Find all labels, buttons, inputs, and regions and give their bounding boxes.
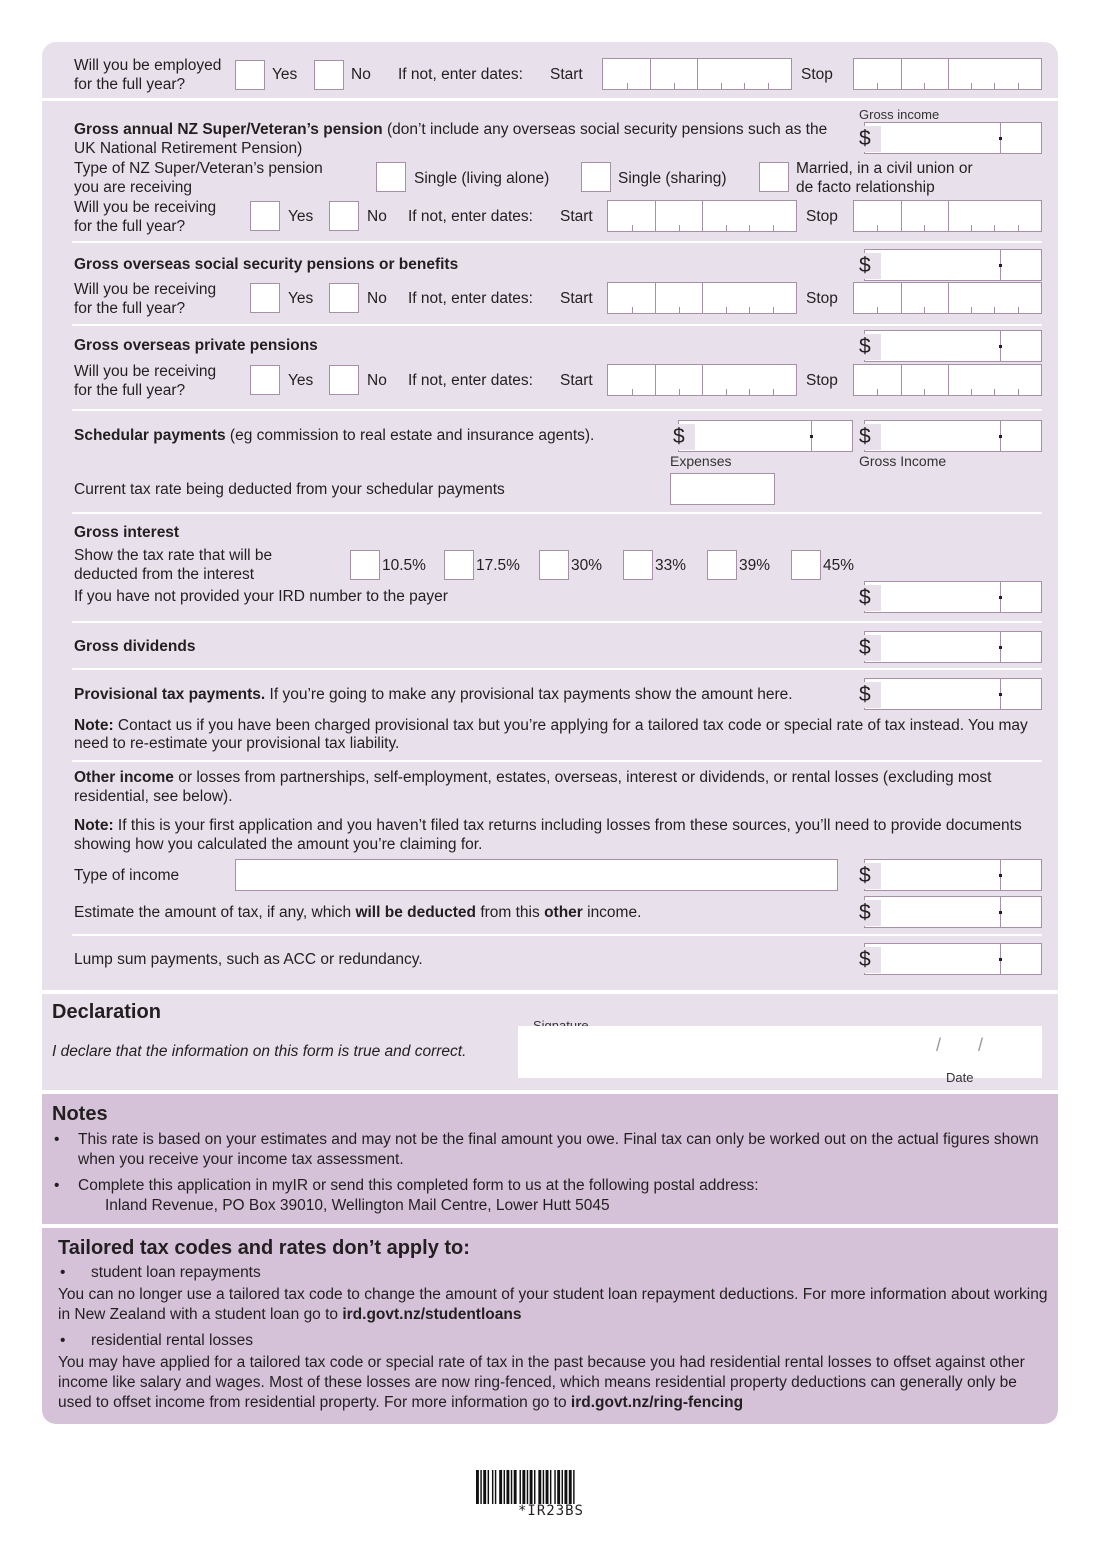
date-tick xyxy=(971,83,972,89)
nz-super-type-l1: Type of NZ Super/Veteran’s pension xyxy=(74,160,323,177)
date-tick xyxy=(1018,389,1019,395)
barcode-bar xyxy=(546,1470,549,1504)
date-tick xyxy=(627,83,628,89)
married-label xyxy=(796,159,973,197)
nz-super-heading xyxy=(74,120,844,158)
divider xyxy=(72,409,1042,411)
overseas-private-yes-label: Yes xyxy=(288,372,314,389)
single-sharing-checkbox[interactable] xyxy=(581,162,611,192)
date-tick xyxy=(948,365,949,395)
nz-super-no-checkbox[interactable] xyxy=(329,201,359,231)
tailored-content xyxy=(58,1263,1048,1413)
barcode-bar xyxy=(527,1470,528,1504)
overseas-private-stop-date-field[interactable] xyxy=(853,364,1042,396)
date-tick xyxy=(971,389,972,395)
dollar-sign: $ xyxy=(859,947,881,973)
overseas-private-yes-checkbox[interactable] xyxy=(250,365,280,395)
notes-item-text: Complete this application in myIR or send this completed form to us at the following postal address: xyxy=(78,1177,759,1194)
divider xyxy=(72,668,1042,670)
provisional-heading xyxy=(74,685,793,704)
date-tick xyxy=(971,225,972,231)
notes-address: Inland Revenue, PO Box 39010, Wellington Mail Centre, Lower Hutt 5045 xyxy=(105,1197,610,1214)
date-tick xyxy=(632,225,633,231)
interest-rate-checkbox[interactable] xyxy=(791,550,821,580)
date-tick xyxy=(655,201,656,231)
dollar-sign: $ xyxy=(859,126,881,152)
single-living-alone-label: Single (living alone) xyxy=(414,170,550,187)
date-slash: / xyxy=(936,1035,942,1055)
date-tick xyxy=(702,365,703,395)
date-tick xyxy=(773,225,774,231)
date-tick xyxy=(749,389,750,395)
barcode-bar xyxy=(520,1470,521,1504)
employed-start-label: Start xyxy=(550,66,583,83)
receiving-l1: Will you be receiving xyxy=(74,281,217,298)
interest-rate-label: 39% xyxy=(739,557,771,574)
divider xyxy=(72,241,1042,243)
provisional-amount-field[interactable] xyxy=(859,678,1042,710)
date-tick xyxy=(877,225,878,231)
estimate-a: Estimate the amount of tax, if any, which xyxy=(74,904,356,921)
date-tick xyxy=(655,283,656,313)
nz-super-amount-field[interactable] xyxy=(859,122,1042,154)
other-income-note-rest: If this is your first application and you haven’t filed tax returns including losses from these sources, you’ll need to provide documents showing how you calculated the amount you’re claiming for. xyxy=(74,817,1022,853)
employed-yes-checkbox[interactable] xyxy=(235,60,265,90)
interest-heading: Gross interest xyxy=(74,524,180,541)
type-of-income-label: Type of income xyxy=(74,867,180,884)
notes-title: Notes xyxy=(52,1103,108,1125)
date-tick xyxy=(726,307,727,313)
dollar-sign: $ xyxy=(859,900,881,926)
date-tick xyxy=(702,283,703,313)
schedular-gross-income-field[interactable] xyxy=(859,420,1042,452)
interest-rate-label: 30% xyxy=(571,557,603,574)
date-tick xyxy=(721,83,722,89)
nz-super-start-date-field[interactable] xyxy=(607,200,797,232)
tailored-item-1-text: student loan repayments xyxy=(91,1264,261,1281)
date-tick xyxy=(924,389,925,395)
divider xyxy=(72,324,1042,326)
date-tick xyxy=(994,389,995,395)
overseas-social-start-label: Start xyxy=(560,290,593,307)
date-tick xyxy=(726,389,727,395)
estimate-e: income. xyxy=(582,904,642,921)
date-tick xyxy=(749,225,750,231)
barcode-bar xyxy=(492,1470,493,1504)
date-tick xyxy=(726,225,727,231)
barcode-bar xyxy=(476,1470,479,1504)
provisional-note xyxy=(74,717,1049,753)
nz-super-stop-label: Stop xyxy=(806,208,838,225)
date-tick xyxy=(994,307,995,313)
notes-item xyxy=(52,1176,1042,1196)
provisional-note-bold: Note: xyxy=(74,717,114,734)
barcode xyxy=(476,1470,626,1504)
tailored-para-2 xyxy=(58,1353,1048,1413)
date-tick xyxy=(877,307,878,313)
dollar-sign: $ xyxy=(859,585,881,611)
interest-rate-label: 33% xyxy=(655,557,687,574)
employed-question xyxy=(74,56,221,94)
date-tick xyxy=(773,389,774,395)
schedular-expenses-label: Expenses xyxy=(670,453,732,469)
barcode-bar xyxy=(538,1470,541,1504)
employed-stop-label: Stop xyxy=(801,66,833,83)
schedular-heading xyxy=(74,426,594,445)
nz-super-yes-checkbox[interactable] xyxy=(250,201,280,231)
interest-show-l2: deducted from the interest xyxy=(74,566,255,583)
barcode-bar xyxy=(488,1470,489,1504)
date-tick xyxy=(679,225,680,231)
schedular-expenses-field[interactable] xyxy=(673,420,853,452)
date-tick xyxy=(697,59,698,89)
barcode-bar xyxy=(550,1470,551,1504)
bullet-glyph: • xyxy=(60,1332,66,1349)
interest-amount-field[interactable] xyxy=(859,581,1042,613)
overseas-social-if-not-label: If not, enter dates: xyxy=(408,290,533,307)
married-label-l2: de facto relationship xyxy=(796,179,935,196)
interest-rate-label: 17.5% xyxy=(476,557,520,574)
nz-super-gross-income-label: Gross income xyxy=(859,107,940,122)
overseas-social-yes-checkbox[interactable] xyxy=(250,283,280,313)
overseas-social-amount-field[interactable] xyxy=(859,249,1042,281)
nz-super-receiving-question xyxy=(74,198,216,236)
type-of-income-field[interactable] xyxy=(235,859,838,891)
date-tick xyxy=(901,59,902,89)
nz-super-no-label: No xyxy=(367,208,387,225)
receiving-l2: for the full year? xyxy=(74,382,186,399)
estimate-b: will be deducted xyxy=(355,904,477,921)
interest-rate-checkbox[interactable] xyxy=(707,550,737,580)
schedular-heading-rest: (eg commission to real estate and insurance agents). xyxy=(225,427,595,444)
married-checkbox[interactable] xyxy=(759,162,789,192)
overseas-social-heading: Gross overseas social security pensions or benefits xyxy=(74,256,459,273)
tailored-para-1-text: You can no longer use a tailored tax code to change the amount of your student loan repayment deductions. For more information about working in New Zealand with a student loan go to xyxy=(58,1286,1048,1323)
estimate-c: from this xyxy=(476,904,545,921)
other-income-heading-bold: Other income xyxy=(74,769,174,786)
nz-super-yes-label: Yes xyxy=(288,208,314,225)
nz-super-type-l2: you are receiving xyxy=(74,179,193,196)
barcode-bar xyxy=(506,1470,509,1504)
date-tick xyxy=(674,83,675,89)
nz-super-type-label xyxy=(74,159,323,197)
date-tick xyxy=(994,225,995,231)
dollar-sign: $ xyxy=(859,635,881,661)
date-tick xyxy=(632,307,633,313)
interest-rate-label: 45% xyxy=(823,557,855,574)
studentloans-link[interactable]: ird.govt.nz/studentloans xyxy=(342,1306,522,1323)
date-tick xyxy=(1018,225,1019,231)
nz-super-heading-bold: Gross annual NZ Super/Veteran’s pension xyxy=(74,121,383,138)
dollar-sign: $ xyxy=(859,682,881,708)
divider xyxy=(72,760,1042,762)
barcode-bar xyxy=(499,1470,502,1504)
overseas-private-stop-label: Stop xyxy=(806,372,838,389)
overseas-social-no-checkbox[interactable] xyxy=(329,283,359,313)
interest-rate-checkbox[interactable] xyxy=(350,550,380,580)
married-label-l1: Married, in a civil union or xyxy=(796,160,973,177)
date-tick xyxy=(948,201,949,231)
tailored-item-2 xyxy=(58,1331,1048,1351)
overseas-social-stop-label: Stop xyxy=(806,290,838,307)
provisional-heading-bold: Provisional tax payments. xyxy=(74,686,266,703)
overseas-social-yes-label: Yes xyxy=(288,290,314,307)
bullet-glyph: • xyxy=(54,1131,60,1148)
barcode-bar xyxy=(573,1470,574,1504)
date-tick xyxy=(1018,83,1019,89)
nz-super-heading-rest: (don’t include any overseas social security pensions such as the UK National Retirement Pension) xyxy=(74,121,828,157)
barcode-text: *IR23BS xyxy=(517,1503,584,1519)
date-tick xyxy=(679,307,680,313)
date-tick xyxy=(1018,307,1019,313)
bullet-glyph: • xyxy=(54,1177,60,1194)
date-slash: / xyxy=(978,1035,984,1055)
bullet-glyph: • xyxy=(60,1264,66,1281)
dollar-sign: $ xyxy=(859,334,881,360)
tailored-para-2-text: You may have applied for a tailored tax code or special rate of tax in the past because you had residential rental losses to offset against other income like salary and wages. Most of these losses are now ring-fenced, which means residential property deductions can generally only be used to offset income from residential property. For more information go to xyxy=(58,1354,1025,1411)
employed-start-date-field[interactable] xyxy=(602,58,792,90)
overseas-private-start-date-field[interactable] xyxy=(607,364,797,396)
date-tick xyxy=(877,389,878,395)
date-tick xyxy=(632,389,633,395)
date-tick xyxy=(749,307,750,313)
nz-super-stop-date-field[interactable] xyxy=(853,200,1042,232)
declaration-statement: I declare that the information on this form is true and correct. xyxy=(52,1043,467,1060)
employed-if-not-label: If not, enter dates: xyxy=(398,66,523,83)
dollar-sign: $ xyxy=(673,424,695,450)
overseas-private-no-label: No xyxy=(367,372,387,389)
lump-sum-amount-field[interactable] xyxy=(859,943,1042,975)
declaration-title: Declaration xyxy=(52,1001,161,1023)
overseas-social-no-label: No xyxy=(367,290,387,307)
barcode-bar xyxy=(495,1470,496,1504)
notes-list xyxy=(52,1130,1042,1216)
other-income-amount-field[interactable] xyxy=(859,859,1042,891)
date-label: Date xyxy=(946,1070,974,1085)
dollar-sign: $ xyxy=(859,863,881,889)
nz-super-start-label: Start xyxy=(560,208,593,225)
date-tick xyxy=(702,201,703,231)
barcode-bar xyxy=(530,1470,533,1504)
interest-rate-label: 10.5% xyxy=(382,557,426,574)
dividends-amount-field[interactable] xyxy=(859,631,1042,663)
divider xyxy=(72,512,1042,514)
date-tick xyxy=(744,83,745,89)
overseas-social-stop-date-field[interactable] xyxy=(853,282,1042,314)
employed-question-l1: Will you be employed xyxy=(74,57,222,74)
date-tick xyxy=(948,59,949,89)
overseas-private-receiving-question xyxy=(74,362,216,400)
date-tick xyxy=(901,365,902,395)
single-living-alone-checkbox[interactable] xyxy=(376,162,406,192)
barcode-bar xyxy=(504,1470,505,1504)
dividends-heading: Gross dividends xyxy=(74,638,196,655)
barcode-bar xyxy=(514,1470,517,1504)
interest-no-ird-label: If you have not provided your IRD number to the payer xyxy=(74,588,448,605)
divider xyxy=(42,98,1058,101)
barcode-bar xyxy=(554,1470,555,1504)
employed-question-l2: for the full year? xyxy=(74,76,186,93)
schedular-tax-rate-label: Current tax rate being deducted from your schedular payments xyxy=(74,481,505,498)
divider xyxy=(72,934,1042,936)
receiving-l2: for the full year? xyxy=(74,300,186,317)
employed-stop-date-field[interactable] xyxy=(853,58,1042,90)
lump-sum-label: Lump sum payments, such as ACC or redundancy. xyxy=(74,951,423,968)
date-tick xyxy=(971,307,972,313)
overseas-private-if-not-label: If not, enter dates: xyxy=(408,372,533,389)
tailored-para-1 xyxy=(58,1285,1048,1325)
date-tick xyxy=(650,59,651,89)
barcode-bar xyxy=(569,1470,572,1504)
date-tick xyxy=(877,83,878,89)
dollar-sign: $ xyxy=(859,253,881,279)
barcode-bar xyxy=(483,1470,486,1504)
schedular-tax-rate-field[interactable] xyxy=(670,473,775,505)
overseas-private-no-checkbox[interactable] xyxy=(329,365,359,395)
schedular-heading-bold: Schedular payments xyxy=(74,427,226,444)
single-sharing-label: Single (sharing) xyxy=(618,170,727,187)
overseas-social-start-date-field[interactable] xyxy=(607,282,797,314)
employed-no-checkbox[interactable] xyxy=(314,60,344,90)
barcode-bar xyxy=(543,1470,544,1504)
barcode-bar xyxy=(534,1470,535,1504)
estimate-tax-amount-field[interactable] xyxy=(859,896,1042,928)
tailored-item-1 xyxy=(58,1263,1048,1283)
barcode-bar xyxy=(562,1470,563,1504)
barcode-bar xyxy=(511,1470,512,1504)
tailored-item-2-text: residential rental losses xyxy=(91,1332,253,1349)
date-tick xyxy=(901,283,902,313)
date-tick xyxy=(924,225,925,231)
other-income-note xyxy=(74,816,1034,854)
barcode-bar xyxy=(557,1470,560,1504)
receiving-l1: Will you be receiving xyxy=(74,199,217,216)
employed-yes-label: Yes xyxy=(272,66,298,83)
date-tick xyxy=(773,307,774,313)
employed-no-label: No xyxy=(351,66,371,83)
receiving-l2: for the full year? xyxy=(74,218,186,235)
barcode-bar xyxy=(522,1470,525,1504)
overseas-private-amount-field[interactable] xyxy=(859,330,1042,362)
overseas-social-receiving-question xyxy=(74,280,216,318)
interest-show-l1: Show the tax rate that will be xyxy=(74,547,273,564)
other-income-heading xyxy=(74,768,1034,806)
estimate-tax-label xyxy=(74,903,641,922)
date-tick xyxy=(994,83,995,89)
provisional-heading-rest: If you’re going to make any provisional tax payments show the amount here. xyxy=(265,686,793,703)
schedular-gross-income-label: Gross Income xyxy=(859,453,947,469)
interest-show-label xyxy=(74,546,272,584)
date-tick xyxy=(901,201,902,231)
receiving-l1: Will you be receiving xyxy=(74,363,217,380)
barcode-bar xyxy=(564,1470,567,1504)
nz-super-if-not-label: If not, enter dates: xyxy=(408,208,533,225)
overseas-private-start-label: Start xyxy=(560,372,593,389)
interest-rate-checkbox[interactable] xyxy=(444,550,474,580)
date-tick xyxy=(655,365,656,395)
tailored-title: Tailored tax codes and rates don’t apply to: xyxy=(58,1237,470,1259)
other-income-note-bold: Note: xyxy=(74,817,114,834)
date-tick xyxy=(679,389,680,395)
dollar-sign: $ xyxy=(859,424,881,450)
date-tick xyxy=(948,283,949,313)
notes-item-text: This rate is based on your estimates and may not be the final amount you owe. Final tax can only be worked out on the actual figures shown when you receive your income tax assessment. xyxy=(78,1131,1039,1168)
interest-rate-checkbox[interactable] xyxy=(539,550,569,580)
barcode-bar xyxy=(480,1470,481,1504)
date-tick xyxy=(924,83,925,89)
estimate-d: other xyxy=(544,904,583,921)
divider xyxy=(72,621,1042,623)
date-tick xyxy=(768,83,769,89)
provisional-note-rest: Contact us if you have been charged provisional tax but you’re applying for a tailored tax code or special rate of tax instead. You may need to re-estimate your provisional tax liability. xyxy=(74,717,1028,752)
ring-fencing-link[interactable]: ird.govt.nz/ring-fencing xyxy=(570,1394,744,1411)
overseas-private-heading: Gross overseas private pensions xyxy=(74,337,318,354)
notes-item xyxy=(52,1130,1042,1170)
date-tick xyxy=(924,307,925,313)
other-income-heading-rest: or losses from partnerships, self-employment, estates, overseas, interest or dividends, or rental losses (excluding most residential, see below). xyxy=(74,769,992,805)
interest-rate-checkbox[interactable] xyxy=(623,550,653,580)
